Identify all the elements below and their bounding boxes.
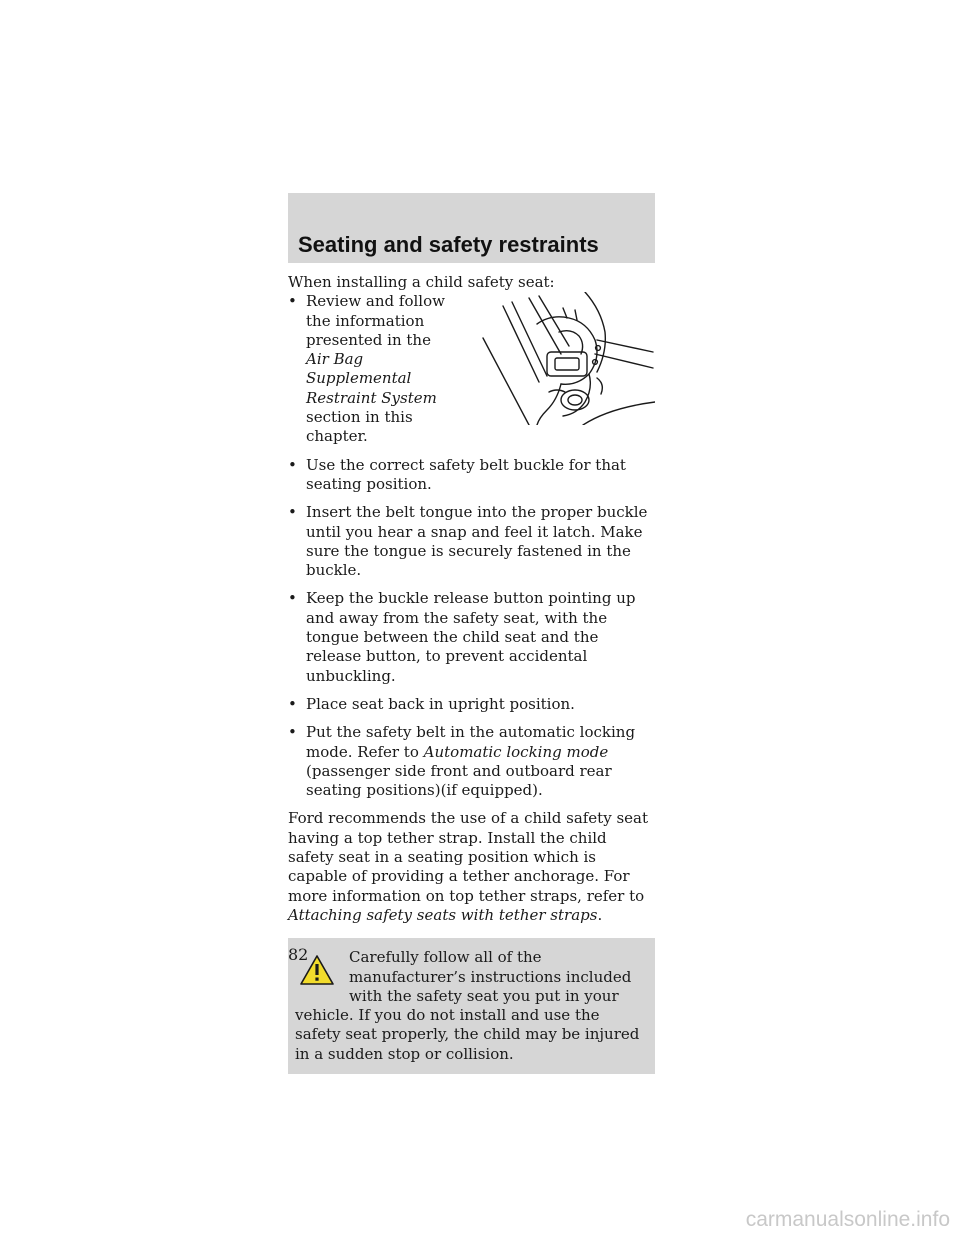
- bullet-dot: •: [288, 589, 297, 608]
- automatic-locking-reference: Automatic locking mode: [423, 742, 609, 761]
- site-watermark: carmanualsonline.info: [745, 1208, 950, 1231]
- bullet-release-button: [288, 589, 655, 685]
- page-number: 82: [288, 945, 309, 964]
- bullet-text: Review and follow the information presented in the: [306, 292, 445, 349]
- bullet-text: Put the safety belt in the automatic locking mode. Refer to: [306, 723, 636, 761]
- bullet-review-information: [288, 292, 456, 446]
- bullet-text: Keep the buckle release button pointing up and away from the safety seat, with the tongue between the child seat and the release button, to prevent accidental unbuckling.: [306, 589, 636, 685]
- bullet-text-end: (passenger side front and outboard rear seating positions)(if equipped).: [306, 761, 612, 800]
- tether-straps-reference: Attaching safety seats with tether straps: [288, 905, 598, 924]
- warning-text: Carefully follow all of the manufacturer’s instructions included with the safety seat you put in your vehicle. If you do not install and use the safety seat properly, the child may be injured in a sudden stop or collision.: [295, 948, 640, 1063]
- intro-text: When installing a child safety seat:: [288, 273, 555, 291]
- bullet-text: Use the correct safety belt buckle for that seating position.: [306, 455, 626, 493]
- bullet-dot: •: [288, 723, 297, 742]
- bullet-text: Place seat back in upright position.: [306, 694, 575, 713]
- bullet-correct-buckle: [288, 456, 655, 495]
- bullet-seat-upright: [288, 695, 655, 714]
- bullet-text: Insert the belt tongue into the proper buckle until you hear a snap and feel it latch. Make sure the tongue is securely fastened in the buckle.: [306, 503, 648, 580]
- section-title: Seating and safety restraints: [298, 232, 599, 257]
- bullet-dot: •: [288, 503, 297, 522]
- bullet-dot: •: [288, 455, 297, 474]
- air-bag-section-reference: Air Bag Supplemental Restraint System: [306, 350, 437, 407]
- section-header-band: [288, 193, 655, 263]
- page-content: [288, 273, 655, 1074]
- bullet-automatic-locking: [288, 723, 655, 800]
- warning-box: [288, 938, 655, 1074]
- bullet-text-end: section in this chapter.: [306, 408, 413, 446]
- tether-recommendation: [288, 809, 655, 925]
- recommendation-text: Ford recommends the use of a child safety seat having a top tether strap. Install the child safety seat in a seating position which is capable of providing a tether anchorage. For more information on top tether straps, refer to: [288, 809, 648, 905]
- bullet-dot: •: [288, 292, 297, 311]
- recommendation-end: .: [597, 905, 603, 924]
- bullet-dot: •: [288, 694, 297, 713]
- bullet-insert-tongue: [288, 503, 655, 580]
